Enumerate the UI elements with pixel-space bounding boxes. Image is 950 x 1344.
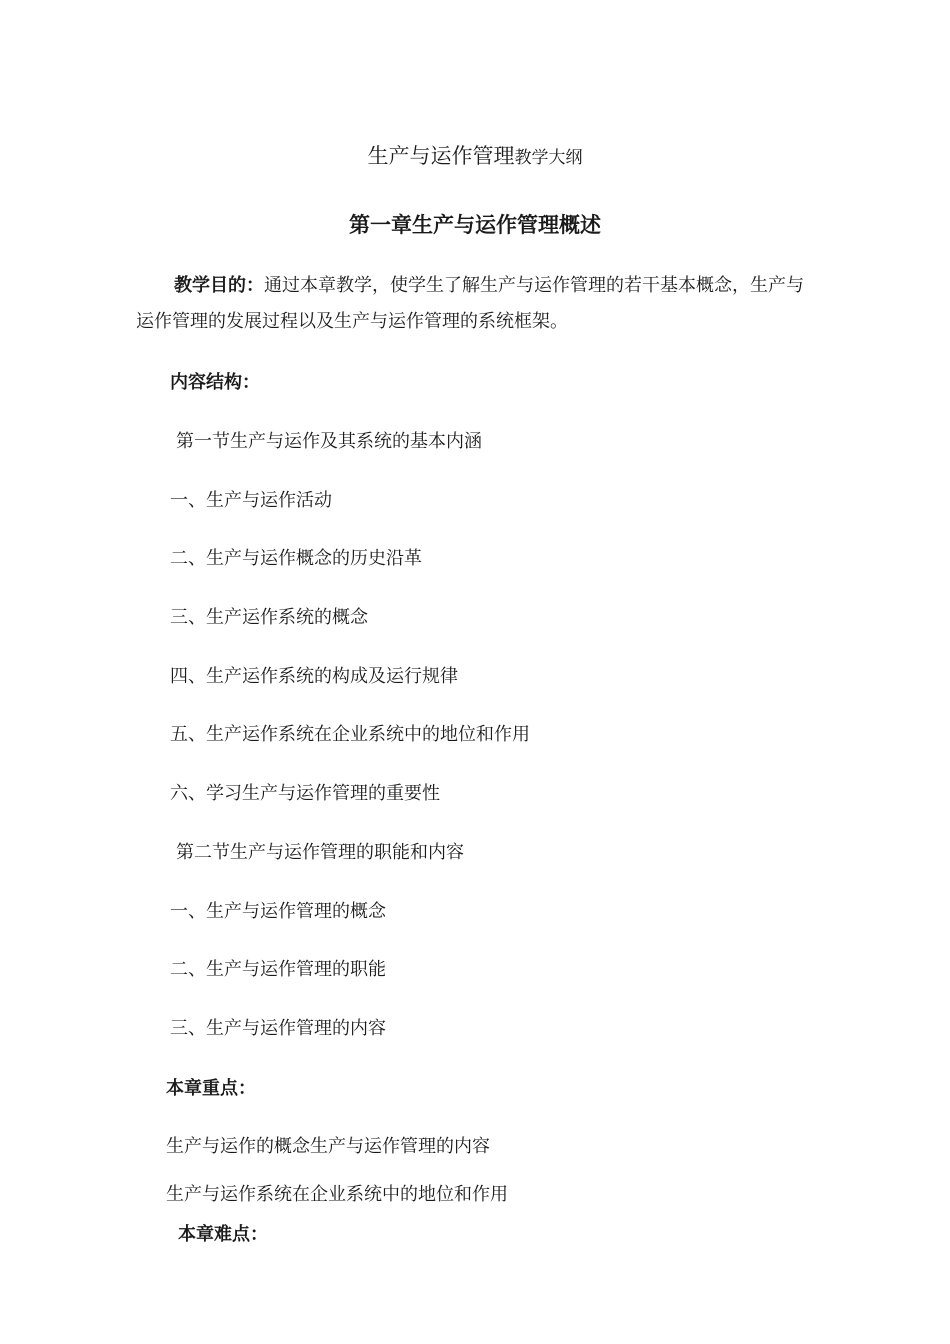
document-title-main: 生产与运作管理 [367, 144, 515, 168]
section-1-item: 五、生产运作系统在企业系统中的地位和作用 [170, 724, 530, 745]
document-title [0, 143, 950, 171]
structure-label: 内容结构： [170, 372, 260, 393]
section-1-item: 一、生产与运作活动 [170, 490, 332, 511]
objective-paragraph [136, 268, 816, 340]
difficulties-label: 本章难点： [178, 1224, 268, 1245]
section-1-item: 六、学习生产与运作管理的重要性 [170, 783, 440, 804]
section-2-item: 三、生产与运作管理的内容 [170, 1018, 386, 1039]
section-2-title: 第二节生产与运作管理的职能和内容 [176, 842, 464, 863]
key-points-label: 本章重点： [166, 1078, 256, 1099]
key-point-item: 生产与运作的概念生产与运作管理的内容 [166, 1136, 490, 1157]
section-2-item: 二、生产与运作管理的职能 [170, 959, 386, 980]
section-1-item: 三、生产运作系统的概念 [170, 607, 368, 628]
section-1-item: 四、生产运作系统的构成及运行规律 [170, 666, 458, 687]
document-title-suffix: 教学大纲 [514, 148, 583, 168]
section-1-item: 二、生产与运作概念的历史沿革 [170, 548, 422, 569]
objective-text: 通过本章教学，使学生了解生产与运作管理的若干基本概念，生产与运作管理的发展过程以及生产与运作管理的系统框架。 [136, 275, 804, 332]
chapter-title: 第一章生产与运作管理概述 [349, 213, 601, 237]
key-point-item: 生产与运作系统在企业系统中的地位和作用 [166, 1184, 508, 1205]
section-2-item: 一、生产与运作管理的概念 [170, 901, 386, 922]
section-1-title: 第一节生产与运作及其系统的基本内涵 [176, 431, 482, 452]
objective-label: 教学目的： [174, 275, 264, 296]
